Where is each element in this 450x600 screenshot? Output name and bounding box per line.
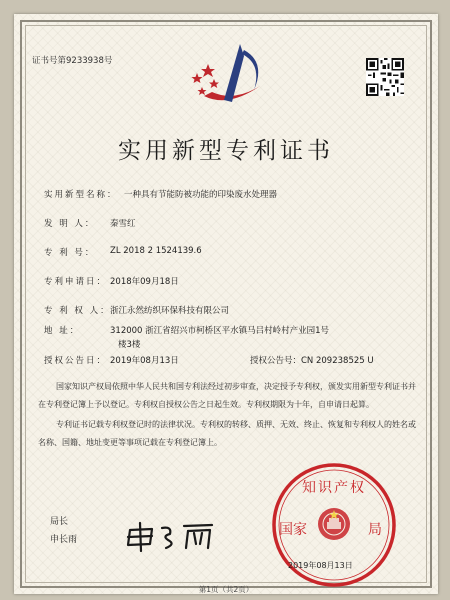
logo-blue-sail xyxy=(224,44,244,102)
seal-text-right: 局 xyxy=(368,522,382,538)
field-label-inventor: 发 明 人： xyxy=(44,219,96,229)
director-name: 申长雨 xyxy=(50,535,78,545)
field-label-patent-no: 专 利 号： xyxy=(44,248,96,258)
field-label-name: 实用新型名称： xyxy=(44,190,118,200)
star-icon xyxy=(198,87,207,95)
field-label-filing-date: 专利申请日： xyxy=(44,277,108,287)
field-label-patentee: 专 利 权 人： xyxy=(44,306,111,316)
page-number: 第1页（共2页） xyxy=(198,585,254,594)
field-value-name: 一种具有节能防被功能的印染废水处理器 xyxy=(124,190,278,200)
body-paragraph-1: 国家知识产权局依照中华人民共和国专利法经过初步审查，决定授予专利权，颁发实用新型专利证书并在专利登记簿上予以登记。专利权自授权公告之日起生效。专利权期限为十年，自申请日起算。 xyxy=(38,382,416,409)
handwritten-signature xyxy=(122,520,222,552)
star-icon xyxy=(201,64,215,77)
certificate-page xyxy=(14,14,438,594)
seal-date: 2019年08月13日 xyxy=(288,561,353,570)
field-value-patent-no: ZL 2018 2 1524139.6 xyxy=(110,246,202,256)
announcement-number: 授权公告号：CN 209238525 U xyxy=(250,356,374,366)
national-emblem-icon xyxy=(318,508,350,540)
field-value-address: 312000 浙江省绍兴市柯桥区平水镇马吕村岭村产业园1号 xyxy=(110,326,330,336)
field-label-address: 地 址： xyxy=(44,326,81,336)
patent-office-logo xyxy=(182,38,272,118)
star-icon xyxy=(209,79,219,88)
seal-text-top: 知识产权 xyxy=(302,480,366,496)
star-icon xyxy=(192,73,203,83)
logo-blue-arc xyxy=(242,50,258,90)
certificate-number: 证书号第9233938号 xyxy=(32,56,113,66)
certificate-title: 实用新型专利证书 xyxy=(118,138,334,164)
field-value-address-line2: 楼3楼 xyxy=(118,340,141,350)
body-paragraph-2: 专利证书记载专利权登记时的法律状况。专利权的转移、质押、无效、终止、恢复和专利权人的姓名或名称、国籍、地址变更等事项记载在专利登记簿上。 xyxy=(38,420,416,447)
field-label-grant-date: 授权公告日： xyxy=(44,356,108,366)
director-title: 局长 xyxy=(50,517,69,527)
seal-text-left: 国家 xyxy=(279,522,307,538)
field-value-grant-date: 2019年08月13日 xyxy=(110,356,179,366)
qr-code xyxy=(366,58,404,96)
field-value-patentee: 浙江永然纺织环保科技有限公司 xyxy=(110,306,230,316)
field-value-filing-date: 2018年09月18日 xyxy=(110,277,179,287)
field-value-inventor: 秦雪红 xyxy=(110,219,136,229)
